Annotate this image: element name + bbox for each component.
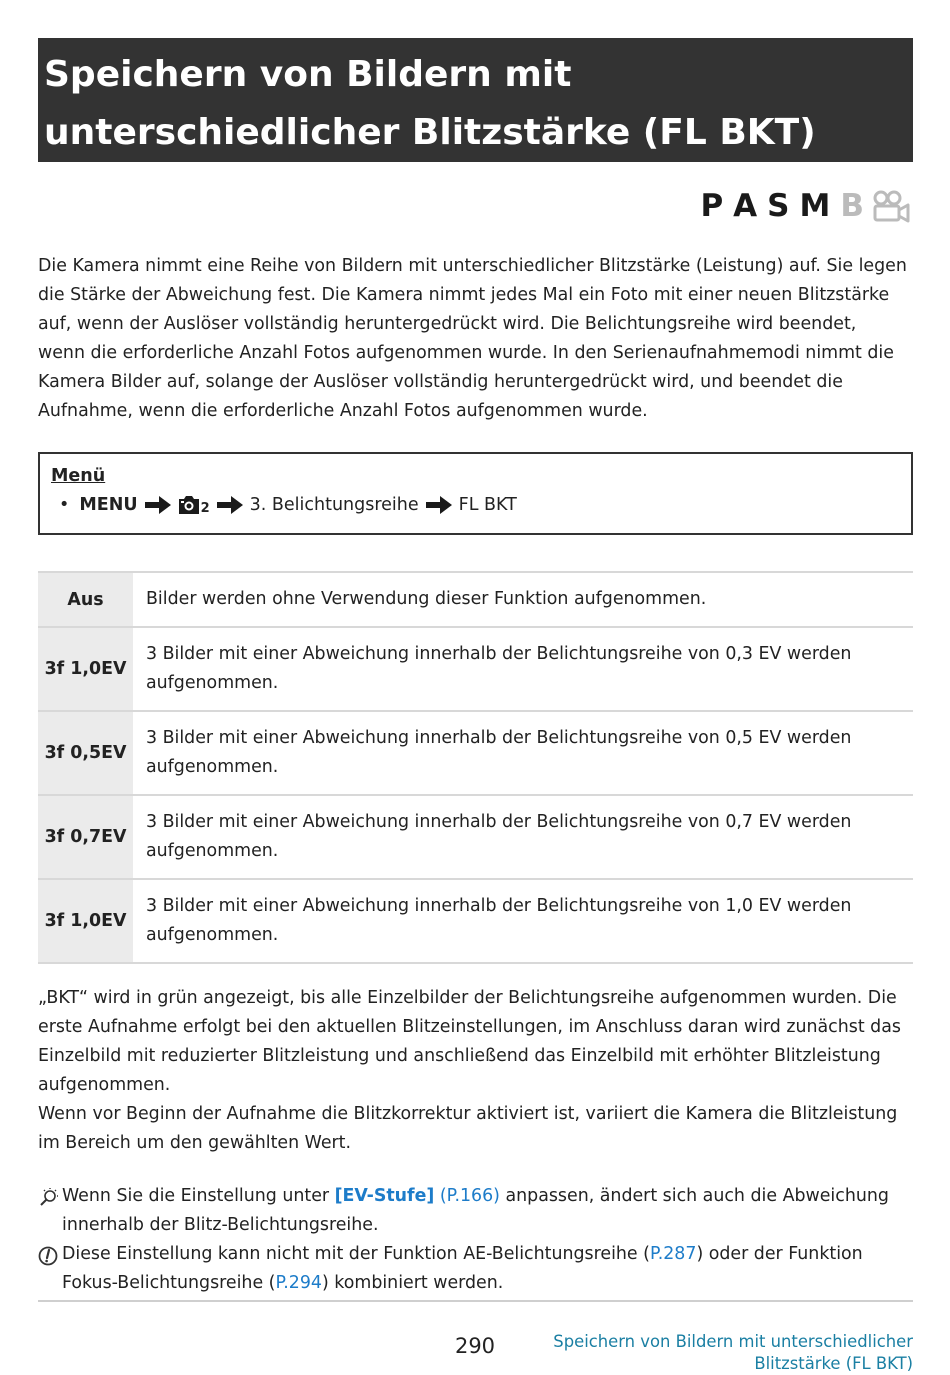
page-ref-link-294[interactable]: P.294 (275, 1273, 322, 1293)
page-ref-link[interactable]: (P.166) (439, 1186, 500, 1206)
option-description: 3 Bilder mit einer Abweichung innerhalb der Belichtungsreihe von 0,3 EV werden aufgenommen. (146, 644, 852, 693)
menu-path-end: FL BKT (458, 495, 517, 515)
page-title-banner (38, 38, 913, 162)
option-description: 3 Bilder mit einer Abweichung innerhalb der Belichtungsreihe von 1,0 EV werden aufgenommen. (146, 896, 852, 945)
tip-text-before: Wenn Sie die Einstellung unter (62, 1186, 335, 1206)
option-description: 3 Bilder mit einer Abweichung innerhalb der Belichtungsreihe von 0,5 EV werden aufgenommen. (146, 728, 852, 777)
mode-p: P (700, 188, 724, 224)
option-key: 3f 1,0EV (38, 627, 133, 711)
options-table (38, 571, 913, 964)
menu-path-start: MENU (79, 495, 138, 515)
table-row (38, 879, 913, 963)
menu-box (38, 452, 913, 535)
menu-path (51, 490, 900, 520)
tip-icon (38, 1188, 58, 1218)
option-key: 3f 0,5EV (38, 711, 133, 795)
caution-text-middle: ) oder der Funktion Fokus-Belichtungsreihe ( (62, 1244, 863, 1293)
page-ref-link-287[interactable]: P.287 (649, 1244, 697, 1264)
table-row (38, 572, 913, 627)
menu-heading: Menü (51, 466, 106, 486)
table-row (38, 627, 913, 711)
shooting-modes (690, 186, 910, 226)
table-row (38, 795, 913, 879)
page-title: Speichern von Bildern mit unterschiedlicher Blitzstärke (FL BKT) (44, 54, 816, 153)
menu-path-item: 3. Belichtungsreihe (249, 495, 419, 515)
arrow-right-icon (426, 496, 452, 514)
arrow-right-icon (217, 496, 243, 514)
mode-a: A (733, 188, 758, 224)
tip-note (38, 1182, 913, 1240)
arrow-right-icon (145, 496, 171, 514)
caution-icon (38, 1246, 58, 1276)
caution-text-after: ) kombiniert werden. (321, 1273, 504, 1293)
tip-text-after: anpassen, ändert sich auch die Abweichung innerhalb der Blitz-Belichtungsreihe. (62, 1186, 889, 1235)
camera-menu (178, 496, 210, 514)
footer-divider (38, 1300, 913, 1302)
option-description: 3 Bilder mit einer Abweichung innerhalb der Belichtungsreihe von 0,7 EV werden aufgenommen. (146, 812, 852, 861)
option-key: 3f 0,7EV (38, 795, 133, 879)
mode-s: S (767, 188, 790, 224)
bullet: • (59, 495, 70, 515)
mode-m: M (799, 188, 831, 224)
movie-camera-icon (872, 189, 910, 223)
caution-note (38, 1240, 913, 1298)
ev-stufe-link[interactable]: [EV-Stufe] (334, 1186, 435, 1206)
footer-section-link[interactable]: Speichern von Bildern mit unterschiedlicher Blitzstärke (FL BKT) (553, 1332, 913, 1373)
body-paragraph-2: Wenn vor Beginn der Aufnahme die Blitzkorrektur aktiviert ist, variiert die Kamera die Blitzleistung im Bereich um den gewählten Wert. (38, 1104, 898, 1153)
table-row (38, 711, 913, 795)
option-description: Bilder werden ohne Verwendung dieser Funktion aufgenommen. (146, 589, 707, 609)
option-key: 3f 1,0EV (38, 879, 133, 963)
caution-text-before: Diese Einstellung kann nicht mit der Funktion AE-Belichtungsreihe ( (62, 1244, 650, 1264)
camera-icon (178, 496, 200, 514)
page-number: 290 (454, 1334, 496, 1358)
body-paragraph-1: „BKT“ wird in grün angezeigt, bis alle Einzelbilder der Belichtungsreihe aufgenommen wurden. Die erste Aufnahme erfolgt bei den aktuellen Blitzeinstellungen, im Anschluss daran wird zunächst das Einzelbild mit reduzierter Blitzleistung und anschließend das Einzelbild mit erhöhter Blitzleistung aufgenommen. (38, 988, 901, 1095)
intro-paragraph: Die Kamera nimmt eine Reihe von Bildern mit unterschiedlicher Blitzstärke (Leistung) auf. Sie legen die Stärke der Abweichung fest. Die Kamera nimmt jedes Mal ein Foto mit einer neuen Blitzstärke auf, wenn der Auslöser vollständig heruntergedrückt wird. Die Belichtungsreihe wird beendet, wenn die erforderliche Anzahl Fotos aufgenommen wurde. In den Serienaufnahmemodi nimmt die Kamera Bilder auf, solange der Auslöser vollständig heruntergedrückt wird, und beendet die Aufnahme, wenn die erforderliche Anzahl Fotos aufgenommen wurde. (38, 256, 907, 421)
option-key: Aus (38, 572, 133, 627)
mode-b: B (840, 188, 864, 224)
camera-menu-number: 2 (200, 501, 210, 516)
